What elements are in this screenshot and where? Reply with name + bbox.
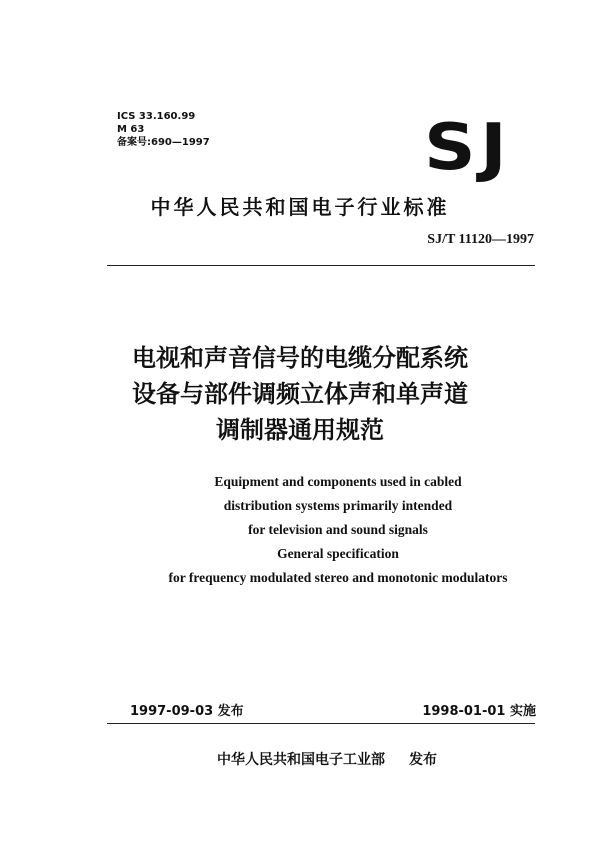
issuing-authority xyxy=(217,749,437,769)
top-divider xyxy=(107,265,535,266)
issuer-name: 中华人民共和国电子工业部 xyxy=(217,752,385,768)
sj-logo: SJ xyxy=(424,111,512,185)
filing-number: 备案号:690—1997 xyxy=(117,137,210,148)
english-title-line: for frequency modulated stereo and monotonic modulators xyxy=(168,570,508,585)
english-title-line: for television and sound signals xyxy=(248,522,428,537)
chinese-title xyxy=(0,340,600,448)
standard-number: SJ/T 11120—1997 xyxy=(427,232,534,247)
english-title-line: General specification xyxy=(277,546,399,561)
english-title-line: Equipment and components used in cabled xyxy=(214,474,462,489)
english-title xyxy=(0,470,600,590)
chinese-title-line: 电视和声音信号的电缆分配系统 xyxy=(132,344,468,372)
bottom-divider xyxy=(107,723,535,724)
chinese-title-line: 设备与部件调频立体声和单声道 xyxy=(132,380,468,408)
ics-code: ICS 33.160.99 xyxy=(117,111,196,122)
chinese-title-line: 调制器通用规范 xyxy=(216,416,384,444)
classification-code: M 63 xyxy=(117,124,145,135)
english-title-line: distribution systems primarily intended xyxy=(223,498,453,513)
classification-codes xyxy=(117,110,210,149)
effective-date: 1998-01-01 实施 xyxy=(422,704,536,719)
issue-word: 发布 xyxy=(409,752,437,768)
organization-title: 中华人民共和国电子行业标准 xyxy=(150,195,450,219)
issue-date: 1997-09-03 发布 xyxy=(130,704,244,719)
